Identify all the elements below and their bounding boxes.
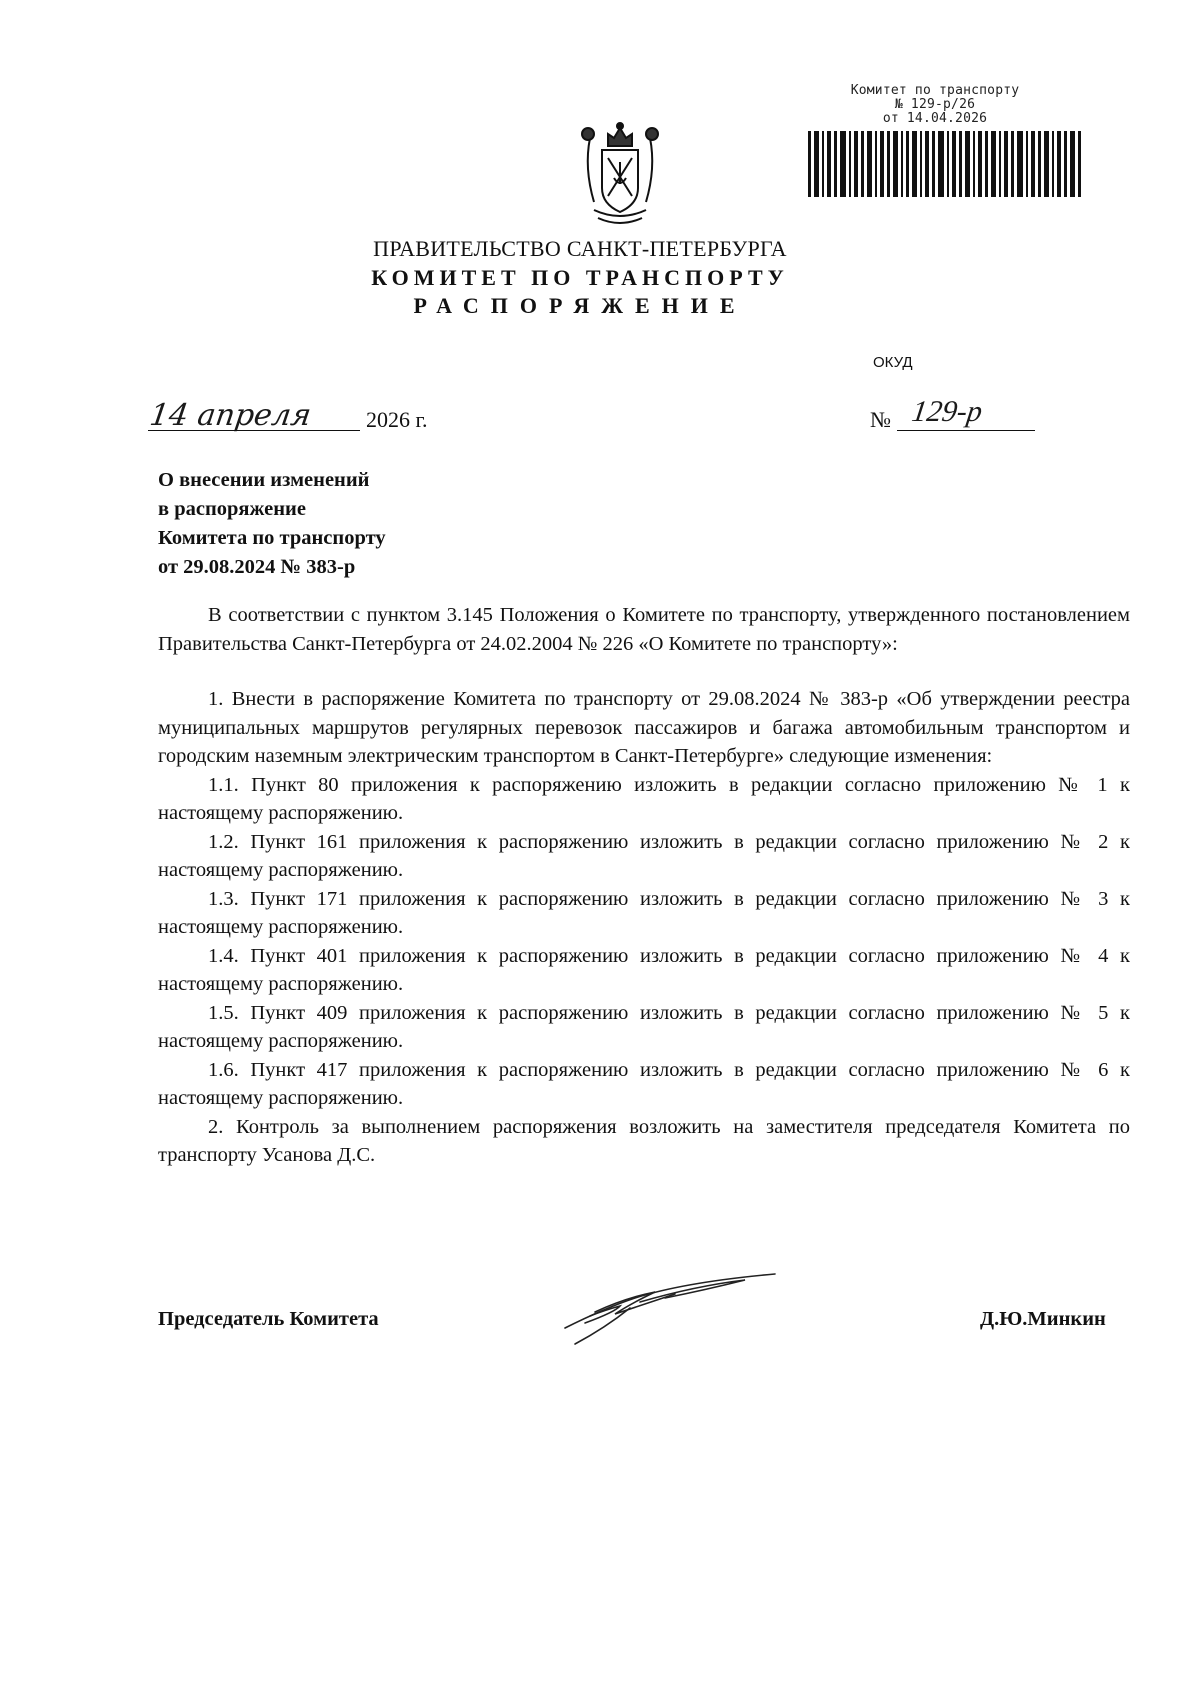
stamp-line-2: № 129-р/26 [894, 97, 976, 112]
number-label: № [870, 407, 891, 432]
item-1: 1. Внести в распоряжение Комитета по транспорту от 29.08.2024 № 383-р «Об утверждении реестра муниципальных маршрутов регулярных перевозок пассажиров и багажа автомобильным транспортом и городским наземным электрическим транспортом в Санкт-Петербурге» следующие изменения: [158, 688, 1130, 767]
item-1-2: 1.2. Пункт 161 приложения к распоряжению изложить в редакции согласно приложению № 2 к настоящему распоряжению. [158, 830, 1130, 881]
date-underline [148, 430, 360, 431]
subject-line-3: Комитета по транспорту [158, 527, 386, 549]
item-1-3: 1.3. Пункт 171 приложения к распоряжению изложить в редакции согласно приложению № 3 к настоящему распоряжению. [158, 887, 1130, 938]
subject-line-2: в распоряжение [158, 498, 306, 520]
item-1-5: 1.5. Пункт 409 приложения к распоряжению изложить в редакции согласно приложению № 5 к настоящему распоряжению. [158, 1001, 1130, 1052]
preamble: В соответствии с пунктом 3.145 Положения о Комитете по транспорту, утвержденного постановлением Правительства Санкт-Петербурга от 24.02.2004 № 226 «О Комитете по транспорту»: [158, 604, 1130, 655]
date-handwritten: 14 апреля [147, 398, 314, 433]
subject-line-1: О внесении изменений [158, 469, 370, 491]
stamp-line-1: Комитет по транспорту [850, 83, 1020, 98]
committee-title: КОМИТЕТ ПО ТРАНСПОРТУ [371, 265, 789, 290]
document-type: РАСПОРЯЖЕНИЕ [413, 293, 747, 318]
registration-stamp [820, 84, 1050, 126]
barcode [806, 131, 1096, 197]
date-year: 2026 г. [366, 407, 428, 432]
signatory-name: Д.Ю.Минкин [980, 1308, 1106, 1330]
item-1-4: 1.4. Пункт 401 приложения к распоряжению изложить в редакции согласно приложению № 4 к настоящему распоряжению. [158, 944, 1130, 995]
stamp-line-3: от 14.04.2026 [882, 111, 988, 126]
item-2: 2. Контроль за выполнением распоряжения возложить на заместителя председателя Комитета по транспорту Усанова Д.С. [158, 1115, 1130, 1166]
government-title: ПРАВИТЕЛЬСТВО САНКТ-ПЕТЕРБУРГА [373, 236, 787, 261]
signatory-position: Председатель Комитета [158, 1308, 379, 1330]
okud-label: ОКУД [873, 354, 913, 371]
number-underline [897, 430, 1035, 431]
handwritten-signature-icon [545, 1268, 795, 1348]
coat-of-arms-icon [570, 118, 670, 230]
document-subject [158, 466, 386, 582]
document-body [158, 601, 1130, 1170]
item-1-6: 1.6. Пункт 417 приложения к распоряжению изложить в редакции согласно приложению № 6 к настоящему распоряжению. [158, 1058, 1130, 1109]
number-handwritten: 129-р [909, 395, 985, 428]
subject-line-4: от 29.08.2024 № 383-р [158, 556, 356, 578]
item-1-1: 1.1. Пункт 80 приложения к распоряжению изложить в редакции согласно приложению № 1 к настоящему распоряжению. [158, 773, 1130, 824]
